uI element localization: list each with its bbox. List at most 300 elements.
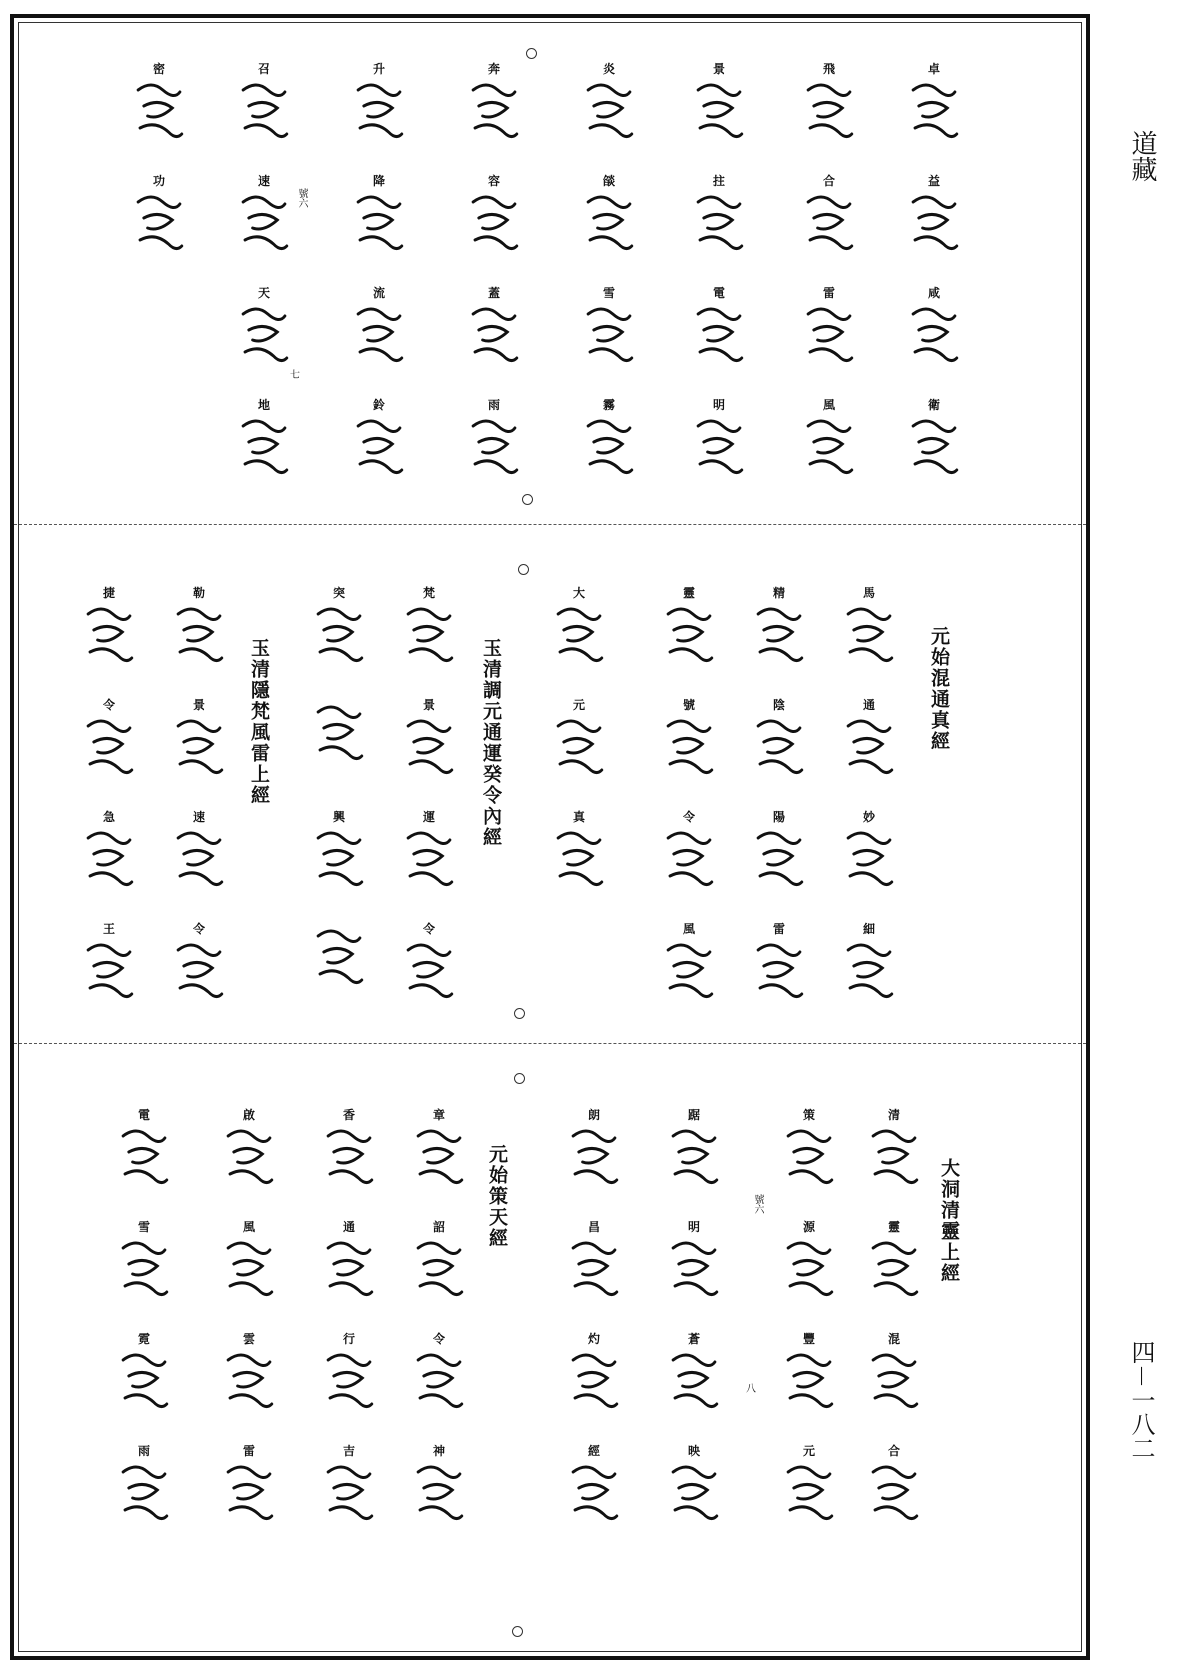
gloss-character: 突 (332, 586, 345, 600)
page-number: 四－一八二 (1127, 1340, 1155, 1460)
talisman-column (124, 62, 194, 286)
talisman-glyph-icon (466, 188, 523, 272)
gloss-character: 詔 (432, 1220, 445, 1234)
talisman-glyph-icon (311, 824, 368, 908)
gloss-character: 精 (772, 586, 785, 600)
talisman-entry (794, 398, 864, 510)
talisman-glyph-icon (581, 188, 638, 272)
talisman-glyph-icon (236, 188, 293, 272)
section-divider (14, 524, 1086, 525)
talisman-glyph-icon (841, 936, 898, 1020)
talisman-glyph-icon (691, 188, 748, 272)
gloss-character: 電 (712, 286, 725, 300)
talisman-entry (344, 398, 414, 510)
talisman-glyph-icon (566, 1458, 623, 1542)
talisman-column (774, 1108, 844, 1556)
talisman-glyph-icon (841, 824, 898, 908)
talisman-glyph-icon (171, 936, 228, 1020)
gloss-character: 號 (682, 698, 695, 712)
talisman-glyph-icon (351, 76, 408, 160)
talisman-glyph-icon (661, 824, 718, 908)
talisman-entry (794, 174, 864, 286)
talisman-entry (899, 62, 969, 174)
talisman-entry (304, 922, 374, 1034)
talisman-glyph-icon (171, 824, 228, 908)
gloss-character: 霓 (137, 1332, 150, 1346)
gloss-character: 梵 (422, 586, 435, 600)
talisman-column (314, 1108, 384, 1556)
gloss-character: 霧 (602, 398, 615, 412)
talisman-glyph-icon (411, 1122, 468, 1206)
talisman-entry (899, 286, 969, 398)
gloss-character: 速 (192, 810, 205, 824)
scripture-title: 大洞清靈上經 (938, 1158, 960, 1284)
talisman-entry (559, 1220, 629, 1332)
talisman-glyph-icon (691, 300, 748, 384)
talisman-entry (394, 810, 464, 922)
page-frame (10, 14, 1090, 1660)
gloss-character: 風 (682, 922, 695, 936)
gloss-character: 雷 (822, 286, 835, 300)
talisman-entry (229, 286, 299, 398)
talisman-glyph-icon (551, 600, 608, 684)
section-divider (14, 1043, 1086, 1044)
talisman-glyph-icon (801, 412, 858, 496)
gloss-character: 景 (712, 62, 725, 76)
talisman-glyph-icon (666, 1458, 723, 1542)
talisman-entry (744, 698, 814, 810)
talisman-column (164, 586, 234, 1034)
talisman-entry (559, 1444, 629, 1556)
talisman-column (899, 62, 969, 510)
talisman-glyph-icon (401, 936, 458, 1020)
talisman-glyph-icon (411, 1346, 468, 1430)
talisman-glyph-icon (566, 1122, 623, 1206)
talisman-entry (834, 586, 904, 698)
talisman-entry (109, 1108, 179, 1220)
gloss-character: 奔 (487, 62, 500, 76)
talisman-column (574, 62, 644, 510)
talisman-glyph-icon (866, 1458, 923, 1542)
gloss-character: 天 (257, 286, 270, 300)
talisman-glyph-icon (751, 712, 808, 796)
scripture-title: 元始策天經 (486, 1144, 508, 1249)
gloss-character: 功 (152, 174, 165, 188)
gloss-character: 靈 (887, 1220, 900, 1234)
gloss-character: 朗 (587, 1108, 600, 1122)
talisman-entry (574, 174, 644, 286)
talisman-glyph-icon (171, 712, 228, 796)
talisman-glyph-icon (351, 412, 408, 496)
talisman-glyph-icon (466, 76, 523, 160)
gloss-character: 風 (242, 1220, 255, 1234)
talisman-glyph-icon (866, 1122, 923, 1206)
talisman-column (744, 586, 814, 1034)
gloss-character: 益 (927, 174, 940, 188)
talisman-glyph-icon (866, 1234, 923, 1318)
talisman-entry (214, 1220, 284, 1332)
talisman-column (794, 62, 864, 510)
gloss-character: 混 (887, 1332, 900, 1346)
talisman-glyph-icon (81, 600, 138, 684)
gloss-character: 馬 (862, 586, 875, 600)
talisman-entry (544, 810, 614, 922)
talisman-glyph-icon (581, 76, 638, 160)
talisman-glyph-icon (566, 1234, 623, 1318)
gloss-character: 風 (822, 398, 835, 412)
gloss-character: 運 (422, 810, 435, 824)
gloss-character: 神 (432, 1444, 445, 1458)
talisman-entry (404, 1220, 474, 1332)
talisman-glyph-icon (781, 1346, 838, 1430)
talisman-entry (774, 1220, 844, 1332)
talisman-entry (859, 1220, 929, 1332)
gloss-character: 通 (862, 698, 875, 712)
talisman-glyph-icon (661, 712, 718, 796)
talisman-entry (314, 1332, 384, 1444)
talisman-glyph-icon (661, 936, 718, 1020)
talisman-entry (214, 1108, 284, 1220)
gloss-character: 吉 (342, 1444, 355, 1458)
talisman-entry (459, 286, 529, 398)
binding-hole (512, 1626, 523, 1637)
talisman-column (559, 1108, 629, 1556)
gloss-character: 飛 (822, 62, 835, 76)
gloss-character: 灼 (587, 1332, 600, 1346)
talisman-glyph-icon (661, 600, 718, 684)
gloss-character: 速 (257, 174, 270, 188)
book-title: 道藏 (1127, 130, 1157, 182)
talisman-entry (834, 922, 904, 1034)
gloss-character: 豐 (802, 1332, 815, 1346)
talisman-entry (744, 586, 814, 698)
gloss-character: 合 (887, 1444, 900, 1458)
talisman-entry (229, 174, 299, 286)
gloss-character: 令 (102, 698, 115, 712)
talisman-glyph-icon (801, 300, 858, 384)
gloss-character: 踞 (687, 1108, 700, 1122)
talisman-glyph-icon (351, 300, 408, 384)
talisman-glyph-icon (906, 300, 963, 384)
talisman-glyph-icon (751, 600, 808, 684)
talisman-column (459, 62, 529, 510)
talisman-entry (74, 586, 144, 698)
talisman-glyph-icon (81, 936, 138, 1020)
talisman-glyph-icon (906, 76, 963, 160)
scripture-title: 玉清調元通運癸令內經 (480, 638, 502, 848)
gloss-character: 通 (342, 1220, 355, 1234)
talisman-glyph-icon (781, 1458, 838, 1542)
talisman-glyph-icon (321, 1122, 378, 1206)
gloss-character: 靈 (682, 586, 695, 600)
talisman-entry (459, 174, 529, 286)
talisman-glyph-icon (866, 1346, 923, 1430)
gloss-character: 流 (372, 286, 385, 300)
gloss-character: 雪 (602, 286, 615, 300)
talisman-entry (459, 398, 529, 510)
talisman-glyph-icon (311, 922, 368, 1006)
gloss-character: 咸 (927, 286, 940, 300)
talisman-entry (859, 1444, 929, 1556)
talisman-glyph-icon (311, 698, 368, 782)
talisman-entry (774, 1108, 844, 1220)
talisman-entry (394, 698, 464, 810)
talisman-entry (559, 1108, 629, 1220)
talisman-glyph-icon (691, 76, 748, 160)
talisman-glyph-icon (466, 412, 523, 496)
talisman-entry (164, 922, 234, 1034)
talisman-column (344, 62, 414, 510)
gloss-character: 令 (682, 810, 695, 824)
talisman-glyph-icon (551, 824, 608, 908)
talisman-entry (659, 1220, 729, 1332)
talisman-entry (794, 62, 864, 174)
talisman-entry (314, 1444, 384, 1556)
talisman-entry (654, 922, 724, 1034)
talisman-glyph-icon (131, 188, 188, 272)
gloss-character: 衛 (927, 398, 940, 412)
binding-hole (518, 564, 529, 575)
gloss-character: 令 (432, 1332, 445, 1346)
talisman-entry (899, 174, 969, 286)
talisman-entry (394, 922, 464, 1034)
gloss-character: 妙 (862, 810, 875, 824)
talisman-entry (314, 1220, 384, 1332)
talisman-entry (124, 174, 194, 286)
talisman-entry (229, 398, 299, 510)
talisman-column (659, 1108, 729, 1556)
gloss-character: 映 (687, 1444, 700, 1458)
talisman-entry (774, 1332, 844, 1444)
talisman-entry (109, 1332, 179, 1444)
talisman-glyph-icon (116, 1122, 173, 1206)
gloss-character: 明 (712, 398, 725, 412)
talisman-entry (74, 810, 144, 922)
talisman-glyph-icon (321, 1234, 378, 1318)
talisman-glyph-icon (401, 712, 458, 796)
gloss-character: 景 (192, 698, 205, 712)
talisman-glyph-icon (401, 600, 458, 684)
talisman-glyph-icon (691, 412, 748, 496)
gloss-character: 雨 (137, 1444, 150, 1458)
talisman-glyph-icon (81, 712, 138, 796)
talisman-glyph-icon (81, 824, 138, 908)
talisman-entry (684, 174, 754, 286)
talisman-entry (794, 286, 864, 398)
gloss-character: 容 (487, 174, 500, 188)
talisman-entry (394, 586, 464, 698)
gloss-character: 行 (342, 1332, 355, 1346)
talisman-entry (859, 1332, 929, 1444)
talisman-entry (124, 62, 194, 174)
talisman-column (684, 62, 754, 510)
talisman-entry (899, 398, 969, 510)
annotation-note: 八 (746, 1384, 756, 1395)
gloss-character: 香 (342, 1108, 355, 1122)
scripture-title: 元始混通真經 (928, 626, 950, 752)
gloss-character: 細 (862, 922, 875, 936)
gloss-character: 蓋 (487, 286, 500, 300)
gloss-character: 陽 (772, 810, 785, 824)
gloss-character: 卓 (927, 62, 940, 76)
gloss-character: 蒼 (687, 1332, 700, 1346)
talisman-entry (834, 698, 904, 810)
gloss-character: 合 (822, 174, 835, 188)
gloss-character: 元 (572, 698, 585, 712)
talisman-entry (744, 922, 814, 1034)
talisman-entry (109, 1220, 179, 1332)
annotation-note: 號六 (296, 188, 307, 208)
annotation-note: 號六 (752, 1194, 763, 1214)
gloss-character: 元 (802, 1444, 815, 1458)
talisman-entry (459, 62, 529, 174)
gloss-character: 清 (887, 1108, 900, 1122)
talisman-glyph-icon (321, 1346, 378, 1430)
talisman-entry (164, 586, 234, 698)
talisman-entry (314, 1108, 384, 1220)
gloss-character: 雲 (242, 1332, 255, 1346)
binding-hole (526, 48, 537, 59)
gloss-character: 昌 (587, 1220, 600, 1234)
talisman-entry (659, 1444, 729, 1556)
talisman-entry (574, 286, 644, 398)
gloss-character: 雪 (137, 1220, 150, 1234)
gloss-character: 雨 (487, 398, 500, 412)
gloss-character: 章 (432, 1108, 445, 1122)
talisman-entry (214, 1444, 284, 1556)
gloss-character: 地 (257, 398, 270, 412)
talisman-glyph-icon (466, 300, 523, 384)
talisman-glyph-icon (131, 76, 188, 160)
talisman-entry (74, 698, 144, 810)
binding-hole (514, 1008, 525, 1019)
gloss-character: 密 (152, 62, 165, 76)
talisman-entry (654, 810, 724, 922)
annotation-note: 七 (290, 370, 300, 381)
talisman-entry (404, 1444, 474, 1556)
gloss-character: 捷 (102, 586, 115, 600)
talisman-glyph-icon (221, 1122, 278, 1206)
talisman-column (834, 586, 904, 1034)
talisman-entry (404, 1332, 474, 1444)
talisman-glyph-icon (801, 76, 858, 160)
talisman-entry (774, 1444, 844, 1556)
talisman-glyph-icon (801, 188, 858, 272)
talisman-entry (744, 810, 814, 922)
talisman-entry (654, 698, 724, 810)
gloss-character: 經 (587, 1444, 600, 1458)
talisman-glyph-icon (906, 412, 963, 496)
talisman-glyph-icon (321, 1458, 378, 1542)
talisman-entry (659, 1108, 729, 1220)
gloss-character: 急 (102, 810, 115, 824)
talisman-glyph-icon (841, 712, 898, 796)
talisman-column (654, 586, 724, 1034)
talisman-glyph-icon (841, 600, 898, 684)
gloss-character: 鈴 (372, 398, 385, 412)
talisman-entry (834, 810, 904, 922)
talisman-glyph-icon (116, 1234, 173, 1318)
gloss-character: 升 (372, 62, 385, 76)
talisman-glyph-icon (116, 1346, 173, 1430)
talisman-glyph-icon (566, 1346, 623, 1430)
talisman-column (214, 1108, 284, 1556)
talisman-glyph-icon (311, 600, 368, 684)
talisman-entry (214, 1332, 284, 1444)
gloss-character: 景 (422, 698, 435, 712)
talisman-column (229, 62, 299, 510)
talisman-glyph-icon (666, 1122, 723, 1206)
talisman-column (109, 1108, 179, 1556)
talisman-entry (574, 62, 644, 174)
gloss-character: 策 (802, 1108, 815, 1122)
talisman-glyph-icon (411, 1458, 468, 1542)
talisman-entry (544, 586, 614, 698)
talisman-entry (344, 62, 414, 174)
gloss-character: 王 (102, 922, 115, 936)
talisman-entry (344, 174, 414, 286)
talisman-glyph-icon (751, 824, 808, 908)
talisman-column (859, 1108, 929, 1556)
talisman-entry (654, 586, 724, 698)
gloss-character: 電 (137, 1108, 150, 1122)
talisman-glyph-icon (236, 300, 293, 384)
talisman-entry (559, 1332, 629, 1444)
talisman-glyph-icon (221, 1346, 278, 1430)
talisman-glyph-icon (171, 600, 228, 684)
binding-hole (514, 1073, 525, 1084)
scripture-title: 玉清隱梵風雷上經 (248, 638, 270, 806)
talisman-glyph-icon (666, 1346, 723, 1430)
gloss-character: 召 (257, 62, 270, 76)
gloss-character: 興 (332, 810, 345, 824)
talisman-entry (684, 286, 754, 398)
talisman-glyph-icon (781, 1122, 838, 1206)
talisman-column (404, 1108, 474, 1556)
talisman-entry (859, 1108, 929, 1220)
talisman-entry (164, 698, 234, 810)
gloss-character: 源 (802, 1220, 815, 1234)
gloss-character: 真 (572, 810, 585, 824)
talisman-glyph-icon (666, 1234, 723, 1318)
talisman-entry (109, 1444, 179, 1556)
gloss-character: 炎 (602, 62, 615, 76)
talisman-glyph-icon (221, 1234, 278, 1318)
talisman-entry (684, 398, 754, 510)
talisman-glyph-icon (781, 1234, 838, 1318)
gloss-character: 雷 (772, 922, 785, 936)
talisman-column (304, 586, 374, 1034)
gloss-character: 令 (192, 922, 205, 936)
talisman-glyph-icon (116, 1458, 173, 1542)
talisman-column (394, 586, 464, 1034)
gloss-character: 拄 (712, 174, 725, 188)
talisman-entry (684, 62, 754, 174)
gloss-character: 陰 (772, 698, 785, 712)
talisman-entry (344, 286, 414, 398)
gloss-character: 勒 (192, 586, 205, 600)
talisman-entry (574, 398, 644, 510)
talisman-entry (74, 922, 144, 1034)
talisman-glyph-icon (906, 188, 963, 272)
talisman-glyph-icon (401, 824, 458, 908)
talisman-entry (659, 1332, 729, 1444)
gloss-character: 燄 (602, 174, 615, 188)
gloss-character: 啟 (242, 1108, 255, 1122)
talisman-entry (304, 810, 374, 922)
talisman-column (74, 586, 144, 1034)
talisman-glyph-icon (411, 1234, 468, 1318)
